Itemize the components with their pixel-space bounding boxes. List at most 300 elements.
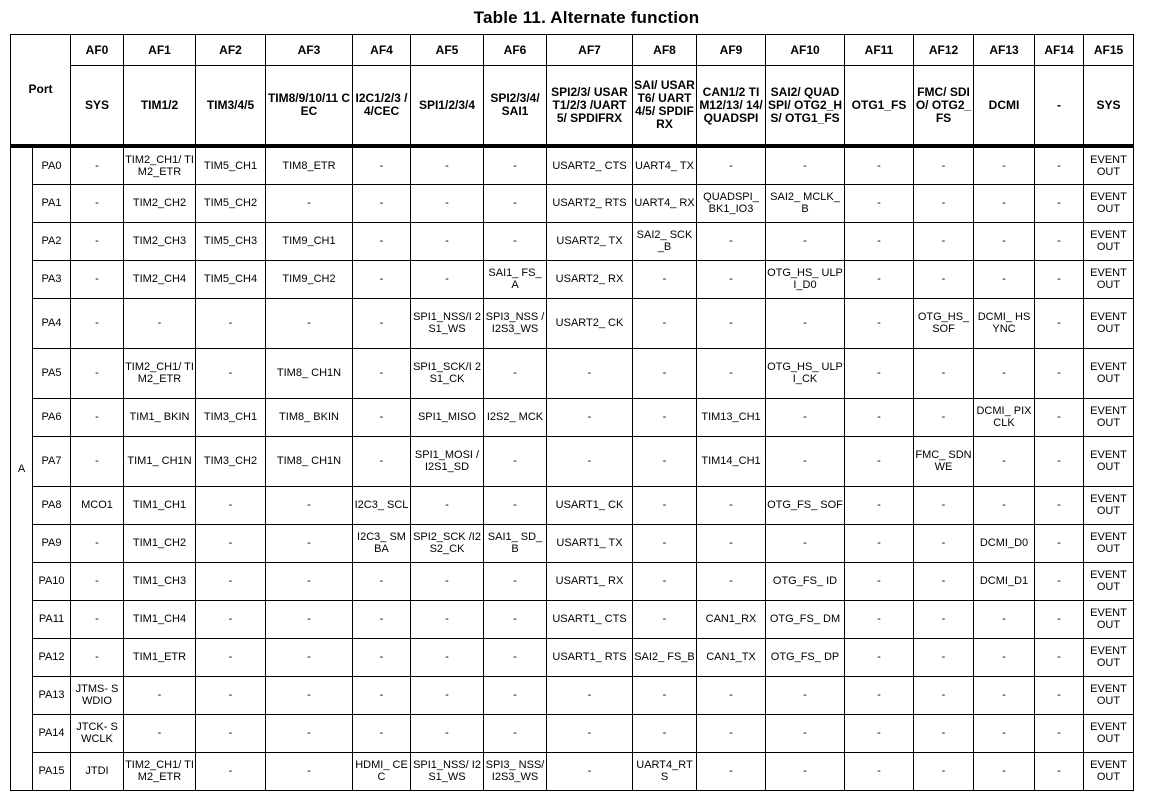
function-cell: USART1_ CK [547, 486, 633, 524]
function-cell: - [914, 222, 974, 260]
function-cell: - [766, 436, 845, 486]
function-cell: - [633, 398, 697, 436]
function-cell: - [353, 398, 411, 436]
function-cell: - [266, 184, 353, 222]
af-group-6: SPI2/3/4/ SAI1 [484, 66, 547, 147]
function-cell: - [411, 638, 484, 676]
function-cell: - [71, 146, 124, 184]
port-group-label: A [11, 146, 33, 790]
function-cell: EVENT OUT [1084, 348, 1134, 398]
function-cell: - [411, 600, 484, 638]
function-cell: TIM2_CH3 [124, 222, 196, 260]
table-row [11, 562, 1134, 600]
function-cell: TIM1_CH2 [124, 524, 196, 562]
function-cell: SPI1_NSS/ I2S1_WS [411, 752, 484, 790]
function-cell: - [411, 562, 484, 600]
function-cell: - [914, 260, 974, 298]
function-cell: - [1035, 676, 1084, 714]
function-cell: - [697, 146, 766, 184]
function-cell: TIM1_CH4 [124, 600, 196, 638]
function-cell: UART4_ TX [633, 146, 697, 184]
function-cell: EVENT OUT [1084, 298, 1134, 348]
function-cell: - [71, 638, 124, 676]
function-cell: - [547, 752, 633, 790]
function-cell: OTG_HS_ ULPI_D0 [766, 260, 845, 298]
table-row [11, 222, 1134, 260]
function-cell: TIM2_CH1/ TIM2_ETR [124, 146, 196, 184]
function-cell: CAN1_RX [697, 600, 766, 638]
function-cell: - [547, 676, 633, 714]
function-cell: USART2_ CK [547, 298, 633, 348]
function-cell: - [1035, 436, 1084, 486]
function-cell: DCMI_D1 [974, 562, 1035, 600]
function-cell: - [266, 298, 353, 348]
pin-name: PA9 [33, 524, 71, 562]
af-header-14: AF14 [1035, 35, 1084, 66]
function-cell: - [974, 348, 1035, 398]
function-cell: - [484, 222, 547, 260]
function-cell: - [1035, 184, 1084, 222]
function-cell: - [845, 676, 914, 714]
function-cell: TIM3_CH1 [196, 398, 266, 436]
af-group-7: SPI2/3/ USART1/2/3 /UART5/ SPDIFRX [547, 66, 633, 147]
pin-name: PA4 [33, 298, 71, 348]
function-cell: - [633, 260, 697, 298]
table-row [11, 260, 1134, 298]
function-cell: - [697, 348, 766, 398]
function-cell: - [697, 260, 766, 298]
function-cell: - [547, 714, 633, 752]
function-cell: USART2_ CTS [547, 146, 633, 184]
pin-name: PA5 [33, 348, 71, 398]
function-cell: EVENT OUT [1084, 436, 1134, 486]
af-header-12: AF12 [914, 35, 974, 66]
function-cell: - [124, 298, 196, 348]
function-cell: TIM5_CH4 [196, 260, 266, 298]
function-cell: SAI2_ MCLK_B [766, 184, 845, 222]
function-cell: - [633, 436, 697, 486]
table-title: Table 11. Alternate function [473, 8, 700, 27]
af-group-13: DCMI [974, 66, 1035, 147]
function-cell: - [845, 348, 914, 398]
function-cell: - [196, 714, 266, 752]
function-cell: TIM8_ CH1N [266, 348, 353, 398]
function-cell: - [766, 676, 845, 714]
function-cell: TIM1_CH3 [124, 562, 196, 600]
pin-name: PA1 [33, 184, 71, 222]
function-cell: - [353, 562, 411, 600]
function-cell: - [697, 298, 766, 348]
function-cell: JTCK- SWCLK [71, 714, 124, 752]
function-cell: - [697, 676, 766, 714]
function-cell: - [697, 222, 766, 260]
function-cell: - [633, 348, 697, 398]
function-cell: - [914, 486, 974, 524]
function-cell: SPI1_NSS/I 2S1_WS [411, 298, 484, 348]
function-cell: - [547, 436, 633, 486]
function-cell: - [1035, 348, 1084, 398]
function-cell: TIM5_CH1 [196, 146, 266, 184]
af-group-8: SAI/ USART6/ UART4/5/ SPDIFRX [633, 66, 697, 147]
function-cell: - [1035, 260, 1084, 298]
function-cell: - [974, 752, 1035, 790]
function-cell: EVENT OUT [1084, 486, 1134, 524]
function-cell: - [196, 638, 266, 676]
function-cell: - [845, 398, 914, 436]
function-cell: - [845, 298, 914, 348]
function-cell: I2C3_ SMBA [353, 524, 411, 562]
pin-name: PA14 [33, 714, 71, 752]
function-cell: - [266, 638, 353, 676]
af-group-5: SPI1/2/3/4 [411, 66, 484, 147]
function-cell: TIM9_CH2 [266, 260, 353, 298]
function-cell: - [71, 260, 124, 298]
function-cell: - [411, 146, 484, 184]
function-cell: TIM5_CH2 [196, 184, 266, 222]
function-cell: USART2_ RTS [547, 184, 633, 222]
function-cell: TIM13_CH1 [697, 398, 766, 436]
table-row [11, 524, 1134, 562]
af-header-15: AF15 [1084, 35, 1134, 66]
function-cell: - [1035, 398, 1084, 436]
function-cell: - [196, 562, 266, 600]
function-cell: - [697, 486, 766, 524]
function-cell: - [1035, 714, 1084, 752]
function-cell: TIM2_CH1/ TIM2_ETR [124, 752, 196, 790]
function-cell: - [845, 436, 914, 486]
function-cell: DCMI_D0 [974, 524, 1035, 562]
function-cell: - [697, 714, 766, 752]
function-cell: TIM3_CH2 [196, 436, 266, 486]
function-cell: - [353, 146, 411, 184]
af-group-3: TIM8/9/10/11 CEC [266, 66, 353, 147]
function-cell: TIM14_CH1 [697, 436, 766, 486]
af-group-12: FMC/ SDIO/ OTG2_FS [914, 66, 974, 147]
function-cell: - [845, 752, 914, 790]
table-row [11, 348, 1134, 398]
function-cell: TIM1_CH1 [124, 486, 196, 524]
function-cell: - [766, 714, 845, 752]
function-cell: I2S2_ MCK [484, 398, 547, 436]
function-cell: - [914, 752, 974, 790]
function-cell: - [353, 298, 411, 348]
function-cell: - [71, 436, 124, 486]
function-cell: OTG_FS_ DP [766, 638, 845, 676]
function-cell: HDMI_ CEC [353, 752, 411, 790]
table-row [11, 398, 1134, 436]
function-cell: SAI2_ SCK_B [633, 222, 697, 260]
function-cell: USART1_ CTS [547, 600, 633, 638]
function-cell: - [196, 752, 266, 790]
function-cell: JTDI [71, 752, 124, 790]
af-group-10: SAI2/ QUADSPI/ OTG2_HS/ OTG1_FS [766, 66, 845, 147]
function-cell: SPI1_MISO [411, 398, 484, 436]
function-cell: - [484, 146, 547, 184]
af-header-6: AF6 [484, 35, 547, 66]
function-cell: - [845, 184, 914, 222]
function-cell: - [484, 348, 547, 398]
function-cell: - [766, 222, 845, 260]
function-cell: - [71, 298, 124, 348]
function-cell: EVENT OUT [1084, 146, 1134, 184]
function-cell: EVENT OUT [1084, 184, 1134, 222]
function-cell: EVENT OUT [1084, 676, 1134, 714]
af-group-14: - [1035, 66, 1084, 147]
af-group-4: I2C1/2/3 /4/CEC [353, 66, 411, 147]
af-header-13: AF13 [974, 35, 1035, 66]
af-header-5: AF5 [411, 35, 484, 66]
function-cell: - [484, 184, 547, 222]
function-cell: - [697, 752, 766, 790]
function-cell: - [914, 562, 974, 600]
function-cell: - [71, 600, 124, 638]
function-cell: SPI1_MOSI / I2S1_SD [411, 436, 484, 486]
function-cell: - [974, 714, 1035, 752]
pin-name: PA7 [33, 436, 71, 486]
function-cell: I2C3_ SCL [353, 486, 411, 524]
function-cell: - [353, 260, 411, 298]
function-cell: - [353, 184, 411, 222]
function-cell: - [914, 638, 974, 676]
table-row [11, 752, 1134, 790]
function-cell: - [974, 222, 1035, 260]
function-cell: - [1035, 752, 1084, 790]
function-cell: - [71, 184, 124, 222]
function-cell: EVENT OUT [1084, 714, 1134, 752]
af-header-7: AF7 [547, 35, 633, 66]
table-row [11, 638, 1134, 676]
function-cell: - [697, 524, 766, 562]
pin-name: PA6 [33, 398, 71, 436]
port-header: Port [11, 35, 71, 147]
function-cell: - [766, 298, 845, 348]
function-cell: - [266, 752, 353, 790]
function-cell: - [974, 676, 1035, 714]
af-group-2: TIM3/4/5 [196, 66, 266, 147]
function-cell: QUADSPI_ BK1_IO3 [697, 184, 766, 222]
function-cell: EVENT OUT [1084, 600, 1134, 638]
function-cell: OTG_HS_ ULPI_CK [766, 348, 845, 398]
function-cell: - [411, 222, 484, 260]
function-cell: - [353, 600, 411, 638]
function-cell: - [1035, 562, 1084, 600]
function-cell: - [914, 676, 974, 714]
af-header-11: AF11 [845, 35, 914, 66]
function-cell: - [411, 486, 484, 524]
function-cell: TIM5_CH3 [196, 222, 266, 260]
function-cell: - [914, 184, 974, 222]
function-cell: - [71, 562, 124, 600]
function-cell: - [1035, 524, 1084, 562]
af-header-4: AF4 [353, 35, 411, 66]
af-header-0: AF0 [71, 35, 124, 66]
function-cell: - [266, 524, 353, 562]
alternate-function-table [10, 34, 1134, 791]
function-cell: - [547, 348, 633, 398]
function-cell: TIM2_CH1/ TIM2_ETR [124, 348, 196, 398]
function-cell: EVENT OUT [1084, 222, 1134, 260]
function-cell: TIM1_ BKIN [124, 398, 196, 436]
function-cell: USART1_ RTS [547, 638, 633, 676]
function-cell: - [484, 436, 547, 486]
function-cell: - [1035, 486, 1084, 524]
function-cell: - [353, 222, 411, 260]
function-cell: - [766, 146, 845, 184]
function-cell: EVENT OUT [1084, 562, 1134, 600]
function-cell: - [353, 436, 411, 486]
function-cell: - [353, 676, 411, 714]
function-cell: SPI3_ NSS/ I2S3_WS [484, 752, 547, 790]
function-cell: USART1_ RX [547, 562, 633, 600]
function-cell: - [124, 714, 196, 752]
function-cell: - [411, 676, 484, 714]
function-cell: - [196, 524, 266, 562]
table-row [11, 146, 1134, 184]
function-cell: - [633, 298, 697, 348]
pin-name: PA0 [33, 146, 71, 184]
function-cell: - [71, 222, 124, 260]
function-cell: - [266, 600, 353, 638]
pin-name: PA11 [33, 600, 71, 638]
function-cell: - [974, 260, 1035, 298]
function-cell: TIM2_CH4 [124, 260, 196, 298]
af-header-9: AF9 [697, 35, 766, 66]
function-cell: - [974, 184, 1035, 222]
function-cell: OTG_FS_ DM [766, 600, 845, 638]
function-cell: - [845, 222, 914, 260]
function-cell: - [845, 486, 914, 524]
function-cell: TIM2_CH2 [124, 184, 196, 222]
function-cell: - [845, 638, 914, 676]
af-group-9: CAN1/2 TIM12/13/ 14/ QUADSPI [697, 66, 766, 147]
table-row [11, 714, 1134, 752]
function-cell: EVENT OUT [1084, 752, 1134, 790]
table-row [11, 486, 1134, 524]
table-row [11, 436, 1134, 486]
function-cell: JTMS- SWDIO [71, 676, 124, 714]
function-cell: EVENT OUT [1084, 524, 1134, 562]
function-cell: SAI1_ FS_A [484, 260, 547, 298]
function-cell: - [71, 348, 124, 398]
function-cell: OTG_FS_ SOF [766, 486, 845, 524]
function-cell: - [633, 562, 697, 600]
function-cell: TIM1_ CH1N [124, 436, 196, 486]
function-cell: DCMI_ HSYNC [974, 298, 1035, 348]
table-row [11, 298, 1134, 348]
function-cell: - [633, 676, 697, 714]
function-cell: - [411, 260, 484, 298]
af-header-1: AF1 [124, 35, 196, 66]
pin-name: PA8 [33, 486, 71, 524]
function-cell: - [914, 524, 974, 562]
function-cell: - [484, 562, 547, 600]
function-cell: - [697, 562, 766, 600]
table-row [11, 184, 1134, 222]
table-row [11, 676, 1134, 714]
function-cell: - [633, 714, 697, 752]
function-cell: OTG_HS_ SOF [914, 298, 974, 348]
pin-name: PA12 [33, 638, 71, 676]
function-cell: - [484, 486, 547, 524]
pin-name: PA10 [33, 562, 71, 600]
function-cell: - [1035, 638, 1084, 676]
function-cell: - [974, 486, 1035, 524]
function-cell: - [1035, 222, 1084, 260]
af-group-15: SYS [1084, 66, 1134, 147]
function-cell: USART1_ TX [547, 524, 633, 562]
function-cell: TIM9_CH1 [266, 222, 353, 260]
function-cell: - [196, 600, 266, 638]
function-cell: - [484, 714, 547, 752]
af-header-8: AF8 [633, 35, 697, 66]
function-cell: - [71, 524, 124, 562]
function-cell: - [845, 260, 914, 298]
function-cell: TIM8_ CH1N [266, 436, 353, 486]
function-cell: SPI2_SCK /I2S2_CK [411, 524, 484, 562]
function-cell: - [845, 714, 914, 752]
function-cell: - [914, 398, 974, 436]
function-cell: USART2_ TX [547, 222, 633, 260]
function-cell: SAI2_ FS_B [633, 638, 697, 676]
function-cell: - [845, 146, 914, 184]
function-cell: - [914, 714, 974, 752]
function-cell: - [766, 524, 845, 562]
function-cell: - [266, 714, 353, 752]
function-cell: DCMI_ PIXCLK [974, 398, 1035, 436]
function-cell: - [1035, 600, 1084, 638]
function-cell: UART4_ RX [633, 184, 697, 222]
function-cell: - [266, 562, 353, 600]
function-cell: - [353, 638, 411, 676]
function-cell: - [633, 524, 697, 562]
function-cell: - [484, 638, 547, 676]
af-header-10: AF10 [766, 35, 845, 66]
function-cell: - [974, 436, 1035, 486]
function-cell: - [845, 562, 914, 600]
function-cell: EVENT OUT [1084, 638, 1134, 676]
af-group-0: SYS [71, 66, 124, 147]
function-cell: - [411, 714, 484, 752]
pin-name: PA15 [33, 752, 71, 790]
function-cell: - [353, 348, 411, 398]
af-header-3: AF3 [266, 35, 353, 66]
function-cell: - [633, 600, 697, 638]
af-group-1: TIM1/2 [124, 66, 196, 147]
function-cell: OTG_FS_ ID [766, 562, 845, 600]
function-cell: - [845, 600, 914, 638]
function-cell: USART2_ RX [547, 260, 633, 298]
function-cell: - [974, 600, 1035, 638]
function-cell: - [266, 486, 353, 524]
function-cell: - [547, 398, 633, 436]
function-cell: - [766, 752, 845, 790]
function-cell: UART4_RT S [633, 752, 697, 790]
function-cell: - [974, 638, 1035, 676]
function-cell: - [196, 486, 266, 524]
function-cell: SPI3_NSS / I2S3_WS [484, 298, 547, 348]
function-cell: - [914, 146, 974, 184]
function-cell: - [124, 676, 196, 714]
function-cell: - [484, 600, 547, 638]
function-cell: TIM8_ETR [266, 146, 353, 184]
function-cell: CAN1_TX [697, 638, 766, 676]
function-cell: SPI1_SCK/I 2S1_CK [411, 348, 484, 398]
function-cell: MCO1 [71, 486, 124, 524]
function-cell: - [766, 398, 845, 436]
af-group-11: OTG1_FS [845, 66, 914, 147]
function-cell: - [1035, 298, 1084, 348]
function-cell: - [484, 676, 547, 714]
